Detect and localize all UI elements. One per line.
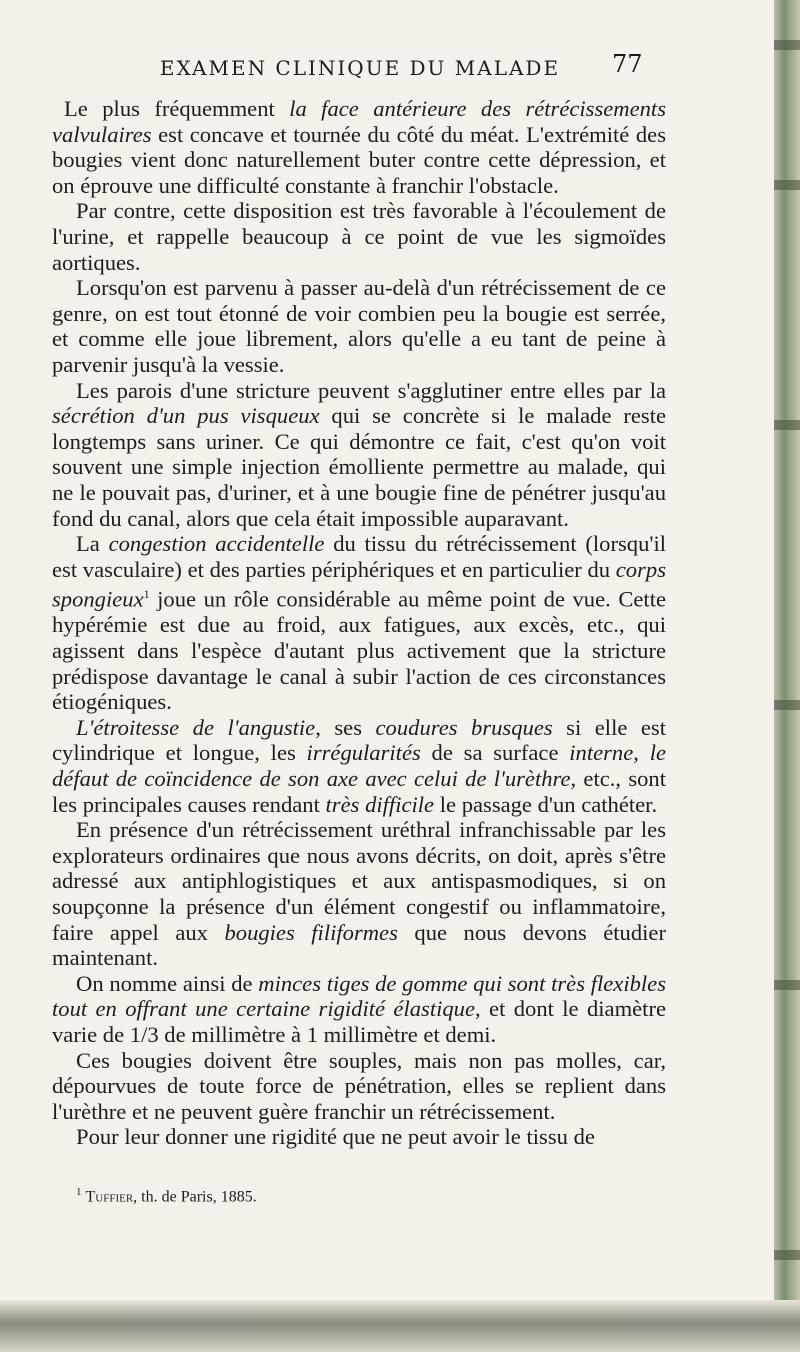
text-run: En présence d'un rétrécissement uréthral infranchissable par les explorateurs ordinaires que nous avons décrits, on doit, après s'être adressé aux antiphlogistiques et aux antispasmodiques, si on soupçonne la présence d'un élément congestif ou inflammatoire, faire appel aux [52,817,666,945]
page-edge-scan-artifact [774,0,800,1352]
text-run: qui se concrète si le malade reste longtemps sans uriner. Ce qui démontre ce fait, c'est qu'on voit souvent une simple injection émolliente permettre au malade, qui ne le pouvait pas, d'uriner, et à une bougie fine de pénétrer jusqu'au fond du canal, alors que cela était impossible auparavant. [52,403,666,531]
paragraph-7 [52,817,666,971]
text-run: le passage d'un cathéter. [434,791,658,817]
text-run: Le plus fréquemment [64,96,290,121]
italic-phrase: le défaut de coïncidence de son axe avec celui de l'urèthre [52,740,666,791]
scan-mark [774,40,800,50]
page-header [0,50,800,90]
italic-phrase: la face antérieure des rétrécissements valvulaires [52,96,666,147]
text-run: joue un rôle considérable au même point de vue. Cette hypérémie est due au froid, aux fatigues, aux excès, etc., qui agissent dans l'espèce d'autant plus activement que la stricture prédispose davantage le canal à subir l'action de ces circonstances étiogéniques. [52,586,666,715]
text-run: On nomme ainsi de [76,970,259,996]
scan-mark [774,420,800,430]
italic-phrase: coudures brusques [375,714,553,740]
paragraph-2: Par contre, cette disposition est très favorable à l'écoulement de l'urine, et rappelle beaucoup à ce point de vue les sigmoïdes aortiques. [52,198,666,275]
scan-mark [774,180,800,190]
scan-mark [774,980,800,990]
paragraph-6 [52,715,666,817]
footnote-text: , th. de Paris, 1885. [133,1188,257,1206]
paragraph-4 [52,378,666,532]
text-run: , ses [315,714,376,740]
paragraph-10: Pour leur donner une rigidité que ne peut avoir le tissu de [76,1124,595,1150]
text-run: que nous devons étudier maintenant. [52,919,666,971]
italic-phrase: bougies filiformes [224,919,398,945]
scan-mark [774,1250,800,1260]
text-run: La [76,531,109,557]
italic-phrase: sécrétion d'un pus visqueux [52,403,320,429]
text-run: de sa surface [420,740,570,766]
italic-phrase: minces tiges de gomme qui sont très flexibles tout en offrant une certaine rigidité élastique [52,970,666,1022]
italic-phrase: corps spongieux [52,556,666,612]
text-run: , et dont le diamètre varie de 1/3 de millimètre à 1 millimètre et demi. [52,996,666,1047]
text-run: si elle est cylindrique et longue, les [52,714,666,766]
scan-mark [774,700,800,710]
footnote-ref: 1 [143,587,150,602]
italic-phrase: très difficile [325,791,435,817]
italic-phrase: congestion accidentelle [108,531,325,557]
paragraph-5 [52,531,666,715]
page-number: 77 [612,50,643,78]
scan-bottom-shadow [0,1300,800,1352]
italic-phrase: L'étroitesse de l'angustie [76,714,316,740]
text-run: Les parois d'une stricture peuvent s'agglutiner entre elles par la [76,377,666,403]
italic-phrase: interne [569,740,634,766]
paragraph-1 [52,96,666,198]
body-text [52,96,666,1150]
text-run: du tissu du rétrécissement (lorsqu'il est vasculaire) et des parties périphériques et en particulier du [52,531,667,582]
italic-phrase: irrégularités [306,740,421,766]
paragraph-3: Lorsqu'on est parvenu à passer au-delà d'un rétrécissement de ce genre, on est tout étonné de voir combien peu la bougie est serrée, et comme elle joue librement, alors qu'elle a eu tant de peine à parvenir jusqu'à la vessie. [52,275,666,377]
footnote-marker: 1 [76,1186,82,1198]
footnote-author: Tuffier [85,1188,134,1206]
text-run: est concave et tournée du côté du méat. L'extrémité des bougies vient donc naturellement buter contre cette dépression, et on éprouve une difficulté constante à franchir l'obstacle. [52,121,666,198]
running-title: EXAMEN CLINIQUE DU MALADE [159,56,561,80]
paragraph-9: Ces bougies doivent être souples, mais non pas molles, car, dépourvues de toute force de pénétration, elles se replient dans l'urèthre et ne peuvent guère franchir un rétrécissement. [52,1047,666,1124]
paragraph-8 [52,971,666,1048]
text-run: , etc., sont les principales causes rendant [52,765,666,817]
footnote [76,1186,666,1206]
text-run: , [633,740,650,766]
